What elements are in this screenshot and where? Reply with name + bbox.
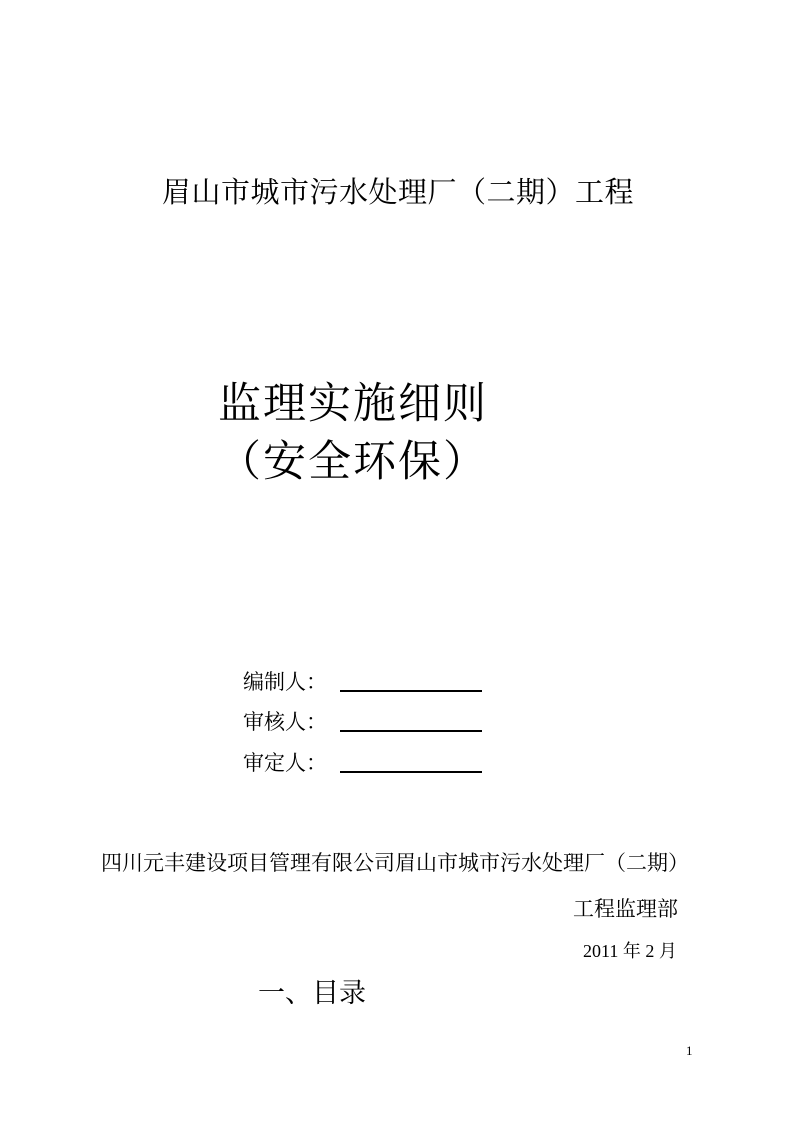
document-subtitle: （安全环保） [218,437,488,487]
toc-heading: 一、目录 [258,978,366,1009]
compiler-label: 编制人： [243,670,327,694]
document-title: 监理实施细则 [218,379,488,429]
reviewer-signature-line [340,730,482,732]
approver-signature-line [340,771,482,773]
reviewer-label: 审核人： [243,710,327,734]
department-name: 工程监理部 [573,897,678,921]
reviewer-signature-row [243,707,503,737]
compiler-signature-line [340,690,482,692]
organization-name: 四川元丰建设项目管理有限公司眉山市城市污水处理厂（二期） [101,851,689,875]
project-title: 眉山市城市污水处理厂（二期）工程 [162,175,635,209]
document-date: 2011 年 2 月 [583,941,677,961]
compiler-signature-row [243,667,503,697]
page-number: 1 [686,1043,693,1058]
approver-label: 审定人： [243,751,327,775]
approver-signature-row [243,748,503,778]
